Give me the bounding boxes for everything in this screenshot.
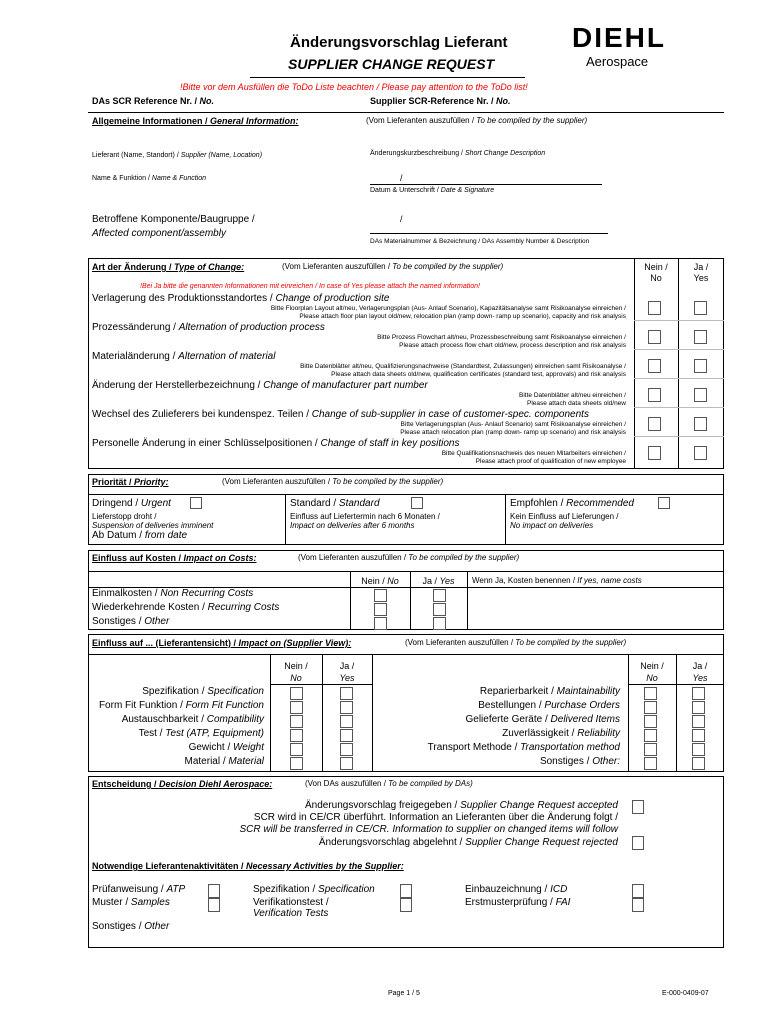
- sv-left-label: Test / Test (ATP, Equipment): [138, 728, 264, 739]
- change-type-yes-checkbox[interactable]: [694, 446, 707, 460]
- page-number: Page 1 / 5: [388, 990, 420, 997]
- change-type-label: Wechsel des Zulieferers bei kundenspez. Teilen / Change of sub-supplier in case of customer-spec. components: [92, 409, 589, 420]
- act-verification-label-en: Verification Tests: [253, 908, 329, 919]
- costs-note: (Vom Lieferanten auszufüllen / To be compiled by the supplier): [298, 553, 520, 562]
- sv-right-no-checkbox[interactable]: [644, 687, 657, 700]
- cost-yes-checkbox[interactable]: [433, 617, 446, 630]
- costs-title: Einfluss auf Kosten / Impact on Costs:: [92, 553, 257, 563]
- transfer-en: SCR will be transferred in CE/CR. Information to supplier on changed items will follow: [239, 824, 618, 835]
- act-samples-label: Muster / Samples: [92, 897, 170, 908]
- decision-title: Entscheidung / Decision Diehl Aerospace:: [92, 779, 273, 789]
- sv-left-label: Austauschbarkeit / Compatibility: [121, 714, 264, 725]
- act-samples-checkbox[interactable]: [208, 898, 220, 912]
- supplier-view-note: (Vom Lieferanten auszufüllen / To be compiled by the supplier): [405, 638, 627, 647]
- row-divider: [634, 349, 724, 350]
- act-icd-checkbox[interactable]: [632, 884, 644, 898]
- sv-left-label: Gewicht / Weight: [188, 742, 264, 753]
- change-type-note-de: Bitte Datenblätter alt/neu einreichen /: [519, 392, 626, 399]
- sv-right-label: Zuverlässigkeit / Reliability: [502, 728, 620, 739]
- supplier-reference-label: Supplier SCR-Reference Nr. / No.: [370, 96, 511, 106]
- change-type-label: Personelle Änderung in einer Schlüsselpositionen / Change of staff in key positions: [92, 438, 460, 449]
- act-atp-checkbox[interactable]: [208, 884, 220, 898]
- sv-left-no-checkbox[interactable]: [290, 687, 303, 700]
- change-type-yes-checkbox[interactable]: [694, 301, 707, 315]
- change-type-no-checkbox[interactable]: [648, 359, 661, 373]
- urgent-checkbox[interactable]: [190, 497, 202, 509]
- sv-right-label: Bestellungen / Purchase Orders: [478, 700, 620, 711]
- change-type-no-checkbox[interactable]: [648, 388, 661, 402]
- sv-right-yes-checkbox[interactable]: [692, 757, 705, 770]
- title-de: Änderungsvorschlag Lieferant: [290, 34, 508, 51]
- sv-left-label: Material / Material: [184, 756, 264, 767]
- act-verification-label-de: Verifikationstest /: [253, 897, 329, 908]
- cost-row-label: Einmalkosten / Non Recurring Costs: [92, 588, 254, 599]
- urgent-desc-de: Lieferstopp droht /: [92, 512, 157, 521]
- standard-label: Standard / Standard: [290, 498, 380, 509]
- supplier-view-title: Einfluss auf ... (Lieferantensicht) / Impact on (Supplier View):: [92, 638, 352, 648]
- sv-left-no-checkbox[interactable]: [290, 701, 303, 714]
- sv-left-no-checkbox[interactable]: [290, 729, 303, 742]
- sv-right-label: Reparierbarkeit / Maintainability: [479, 686, 620, 697]
- sv-right-yes-checkbox[interactable]: [692, 743, 705, 756]
- urgent-desc-en: Suspension of deliveries imminent: [92, 521, 214, 530]
- sv-right-no-checkbox[interactable]: [644, 743, 657, 756]
- change-type-label: Materialänderung / Alternation of material: [92, 351, 276, 362]
- act-fai-label: Erstmusterprüfung / FAI: [465, 897, 571, 908]
- sv-left-yes-checkbox[interactable]: [340, 729, 353, 742]
- sv-left-no-checkbox[interactable]: [290, 743, 303, 756]
- attach-info-note: !Bei Ja bitte die genannten Informationen mit einreichen / In case of Yes please attach the named information!: [140, 283, 480, 290]
- act-verification-checkbox[interactable]: [400, 898, 412, 912]
- sv-right-yes-checkbox[interactable]: [692, 715, 705, 728]
- change-type-no-checkbox[interactable]: [648, 330, 661, 344]
- from-date-label[interactable]: Ab Datum / from date: [92, 530, 188, 541]
- change-type-yes-checkbox[interactable]: [694, 330, 707, 344]
- document-id: E-000-0409-07: [662, 990, 709, 997]
- row-divider: [634, 407, 724, 408]
- change-type-note-en: Please attach proof of qualification of new employee: [475, 458, 626, 465]
- act-icd-label: Einbauzeichnung / ICD: [465, 884, 568, 895]
- component-label-en: Affected component/assembly: [92, 228, 226, 239]
- change-type-no-checkbox[interactable]: [648, 301, 661, 315]
- sv-right-label: Gelieferte Geräte / Delivered Items: [465, 714, 620, 725]
- recommended-desc-en: No impact on deliveries: [510, 521, 594, 530]
- name-function-label[interactable]: Name & Funktion / Name & Function: [92, 175, 207, 182]
- costs-no-header: Nein / No: [361, 576, 399, 586]
- short-description-label[interactable]: Änderungskurzbeschreibung / Short Change Description: [370, 150, 546, 157]
- sv-right-no-checkbox[interactable]: [644, 715, 657, 728]
- cost-yes-checkbox[interactable]: [433, 603, 446, 616]
- priority-title: Priorität / Priority:: [92, 477, 169, 487]
- sv-left-no-checkbox[interactable]: [290, 757, 303, 770]
- activities-title: Notwendige Lieferantenaktivitäten / Necessary Activities by the Supplier:: [92, 861, 404, 871]
- accepted-label: Änderungsvorschlag freigegeben / Supplier Change Request accepted: [305, 800, 618, 811]
- change-type-label: Änderung der Herstellerbezeichnung / Change of manufacturer part number: [92, 380, 428, 391]
- cost-row-label: Sonstiges / Other: [92, 616, 170, 627]
- rejected-label: Änderungsvorschlag abgelehnt / Supplier Change Request rejected: [318, 837, 618, 848]
- diehl-logo: DIEHL: [572, 22, 666, 53]
- date-signature-label[interactable]: Datum & Unterschrift / Date & Signature: [370, 187, 495, 194]
- change-type-no-checkbox[interactable]: [648, 446, 661, 460]
- act-other-label[interactable]: Sonstiges / Other: [92, 921, 170, 932]
- sv-right-yes-checkbox[interactable]: [692, 729, 705, 742]
- change-type-note-en: Please attach relocation plan (ramp down- ramp up scenario) and risk analysis: [400, 429, 626, 436]
- change-type-label: Verlagerung des Produktionsstandortes / Change of production site: [92, 293, 390, 304]
- general-info-title: Allgemeine Informationen / General Information:: [92, 116, 299, 126]
- change-type-note-de: Bitte Datenblätter alt/neu, Qualifizierungsnachweise (Standardtest, Zulassungen) einreichen samt Risikoanalyse /: [300, 363, 626, 370]
- change-type-no-checkbox[interactable]: [648, 417, 661, 431]
- act-spec-label: Spezifikation / Specification: [253, 884, 375, 895]
- sv-right-label: Transport Methode / Transportation method: [427, 742, 620, 753]
- costs-if-yes-header: Wenn Ja, Kosten benennen / If yes, name costs: [472, 576, 642, 585]
- act-atp-label: Prüfanweisung / ATP: [92, 884, 186, 895]
- das-material-label[interactable]: DAs Materialnummer & Bezeichnung / DAs Assembly Number & Description: [370, 238, 590, 245]
- diehl-logo-sub: Aerospace: [586, 54, 649, 69]
- sv-left-no-header: Nein / No: [284, 661, 308, 683]
- sv-right-label: Sonstiges / Other:: [539, 756, 620, 767]
- type-of-change-title: Art der Änderung / Type of Change:: [92, 262, 245, 272]
- sv-left-yes-checkbox[interactable]: [340, 743, 353, 756]
- todo-warning: !Bitte vor dem Ausfüllen die ToDo Liste beachten / Please pay attention to the ToDo list!: [180, 82, 528, 92]
- recommended-checkbox[interactable]: [658, 497, 670, 509]
- cost-no-checkbox[interactable]: [374, 589, 387, 602]
- change-type-note-en: Please attach data sheets old/new, qualification certificates (standard test, approvals) and risk analysis: [331, 371, 626, 378]
- cost-no-checkbox[interactable]: [374, 603, 387, 616]
- das-reference-label: DAs SCR Reference Nr. / No.: [92, 96, 215, 106]
- title-en: SUPPLIER CHANGE REQUEST: [288, 56, 495, 72]
- change-type-note-de: Bitte Qualifikationsnachweis des neuen Mitarbeiters einreichen /: [441, 450, 626, 457]
- sv-right-yes-checkbox[interactable]: [692, 701, 705, 714]
- sv-right-no-checkbox[interactable]: [644, 729, 657, 742]
- sv-right-no-checkbox[interactable]: [644, 757, 657, 770]
- sv-left-label: Form Fit Funktion / Form Fit Function: [98, 700, 264, 711]
- yes-column-header: Ja / Yes: [693, 262, 709, 283]
- accepted-checkbox[interactable]: [632, 800, 644, 814]
- change-type-note-en: Please attach floor plan layout old/new, relocation plan (ramp down- ramp up scenario), capacity and risk analysis: [299, 313, 626, 320]
- sv-left-yes-checkbox[interactable]: [340, 715, 353, 728]
- change-type-yes-checkbox[interactable]: [694, 359, 707, 373]
- act-fai-checkbox[interactable]: [632, 898, 644, 912]
- change-type-label: Prozessänderung / Alternation of production process: [92, 322, 325, 333]
- change-type-note-en: Please attach process flow chart old/new, process description and risk analysis: [399, 342, 626, 349]
- sv-left-label: Spezifikation / Specification: [142, 686, 264, 697]
- cost-yes-checkbox[interactable]: [433, 589, 446, 602]
- priority-note: (Vom Lieferanten auszufüllen / To be compiled by the supplier): [222, 477, 444, 486]
- change-type-yes-checkbox[interactable]: [694, 388, 707, 402]
- row-divider: [634, 378, 724, 379]
- sv-left-yes-header: Ja / Yes: [339, 661, 355, 683]
- standard-checkbox[interactable]: [411, 497, 423, 509]
- row-divider: [634, 436, 724, 437]
- type-of-change-note: (Vom Lieferanten auszufüllen / To be compiled by the supplier): [282, 262, 504, 271]
- standard-desc-en: Impact on deliveries after 6 months: [290, 521, 415, 530]
- sv-right-yes-checkbox[interactable]: [692, 687, 705, 700]
- date-slash: /: [400, 173, 403, 183]
- recommended-label: Empfohlen / Recommended: [510, 498, 634, 509]
- change-type-note-de: Bitte Verlagerungsplan (Aus- Anlauf Scenario) samt Risikoanalyse einreichen /: [400, 421, 626, 428]
- cost-no-checkbox[interactable]: [374, 617, 387, 630]
- general-info-note: (Vom Lieferanten auszufüllen / To be compiled by the supplier): [366, 116, 588, 125]
- recommended-desc-de: Kein Einfluss auf Lieferungen /: [510, 512, 619, 521]
- urgent-label: Dringend / Urgent: [92, 498, 171, 509]
- sv-left-yes-checkbox[interactable]: [340, 757, 353, 770]
- change-type-note-de: Bitte Floorplan Layout alt/neu, Verlagerungsplan (Aus- Anlauf Scenario), Kapazitätsanalyse samt Risikoanalyse einreichen /: [270, 305, 626, 312]
- sv-right-no-header: Nein / No: [640, 661, 664, 683]
- change-type-note-de: Bitte Prozess Flowchart alt/neu, Prozessbeschreibung samt Risikoanalyse einreichen /: [377, 334, 626, 341]
- sv-left-yes-checkbox[interactable]: [340, 701, 353, 714]
- sv-right-no-checkbox[interactable]: [644, 701, 657, 714]
- change-type-yes-checkbox[interactable]: [694, 417, 707, 431]
- row-divider: [634, 320, 724, 321]
- change-type-note-en: Please attach data sheets old/new: [526, 400, 626, 407]
- sv-left-no-checkbox[interactable]: [290, 715, 303, 728]
- no-column-header: Nein / No: [644, 262, 668, 283]
- decision-note: (Von DAs auszufüllen / To be compiled by DAs): [305, 779, 473, 788]
- cost-row-label: Wiederkehrende Kosten / Recurring Costs: [92, 602, 280, 613]
- standard-desc-de: Einfluss auf Liefertermin nach 6 Monaten /: [290, 512, 440, 521]
- supplier-name-label[interactable]: Lieferant (Name, Standort) / Supplier (Name, Location): [92, 152, 263, 159]
- act-spec-checkbox[interactable]: [400, 884, 412, 898]
- sv-left-yes-checkbox[interactable]: [340, 687, 353, 700]
- sv-right-yes-header: Ja / Yes: [692, 661, 708, 683]
- transfer-de: SCR wird in CE/CR überführt. Information an Lieferanten über die Änderung folgt /: [253, 812, 618, 823]
- component-slash: /: [400, 214, 403, 224]
- rejected-checkbox[interactable]: [632, 836, 644, 850]
- component-label-de[interactable]: Betroffene Komponente/Baugruppe /: [92, 214, 255, 225]
- costs-yes-header: Ja / Yes: [422, 576, 455, 586]
